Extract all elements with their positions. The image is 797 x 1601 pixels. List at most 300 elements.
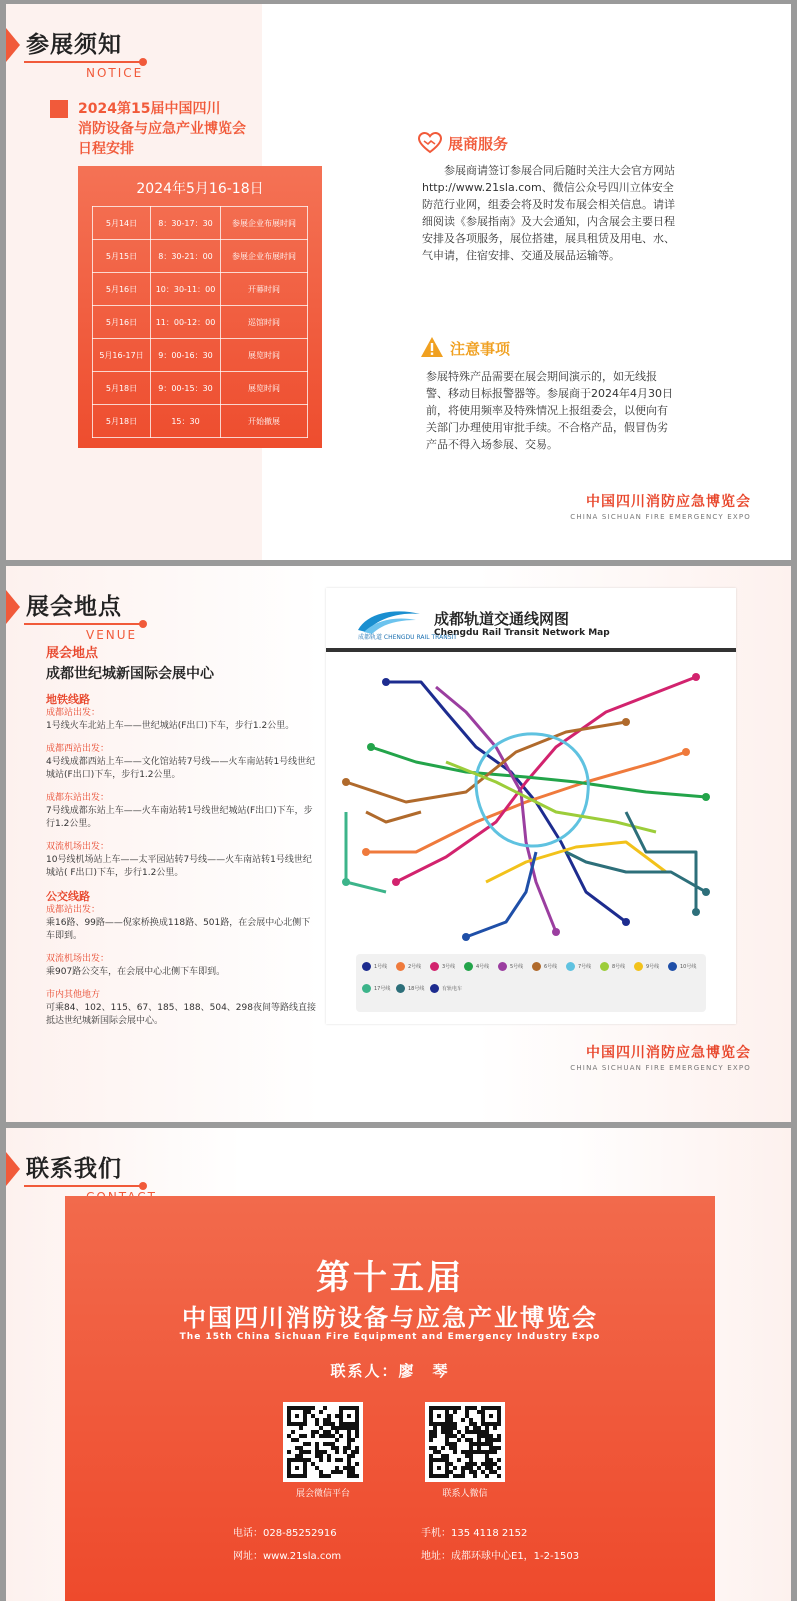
service-title: 展商服务 [448, 135, 509, 153]
metro-line [476, 734, 588, 846]
qr-module [453, 1434, 457, 1438]
qr-module [457, 1430, 461, 1434]
schedule-event-cell: 参展企业布展时间 [221, 207, 308, 240]
schedule-row [93, 273, 308, 306]
qr-module [453, 1410, 457, 1414]
qr-module [473, 1474, 477, 1478]
qr-module [307, 1410, 311, 1414]
qr-module [319, 1474, 323, 1478]
qr-module [477, 1466, 481, 1470]
qr-module [315, 1430, 319, 1434]
qr-module [323, 1474, 327, 1478]
schedule-row [93, 306, 308, 339]
qr-module [489, 1462, 493, 1466]
qr-module [323, 1418, 327, 1422]
section-subtitle: NOTICE [86, 66, 144, 80]
qr-module [477, 1430, 481, 1434]
qr-module [497, 1446, 501, 1450]
qr-module [319, 1426, 323, 1430]
qr-module [347, 1458, 351, 1462]
qr-module [481, 1442, 485, 1446]
qr-module [339, 1426, 343, 1430]
qr-module [287, 1434, 291, 1438]
legend-label: 8号线 [612, 964, 626, 970]
qr-module [315, 1418, 319, 1422]
qr-module [307, 1458, 311, 1462]
legend-item [396, 962, 421, 971]
qr-module [453, 1406, 457, 1410]
qr-module [331, 1426, 335, 1430]
qr-module [497, 1466, 501, 1470]
metro-network-diagram [326, 652, 736, 952]
qr-module [299, 1434, 303, 1438]
legend-item [396, 984, 424, 993]
qr-module [323, 1430, 327, 1434]
venue-info [46, 642, 316, 1028]
qr-module [429, 1438, 433, 1442]
route-origin: 成都西站出发： [46, 744, 110, 754]
qr-finder [437, 1414, 441, 1418]
qr-module [319, 1454, 323, 1458]
qr-finder [295, 1414, 299, 1418]
qr-module [339, 1458, 343, 1462]
qr-module [433, 1430, 437, 1434]
qr-module [465, 1450, 469, 1454]
qr-module [465, 1430, 469, 1434]
qr-module [485, 1458, 489, 1462]
schedule-event-cell: 展览时间 [221, 339, 308, 372]
qr-module [315, 1466, 319, 1470]
schedule-event-cell: 开始撤展 [221, 405, 308, 438]
legend-label: 5号线 [510, 964, 524, 970]
qr-module [331, 1470, 335, 1474]
schedule-title [78, 99, 246, 159]
schedule-title-line: 消防设备与应急产业博览会 [78, 121, 246, 137]
legend-item [430, 984, 462, 993]
heading-underline [24, 623, 142, 625]
venue-heading [6, 586, 176, 646]
legend-label: 18号线 [408, 986, 425, 992]
qr-module [331, 1434, 335, 1438]
metro-line [566, 852, 706, 892]
qr-module [489, 1446, 493, 1450]
legend-line-icon [396, 962, 405, 971]
qr-module [441, 1430, 445, 1434]
qr-module [449, 1446, 453, 1450]
brand-en: CHINA SICHUAN FIRE EMERGENCY EXPO [570, 513, 751, 521]
qr-module [307, 1406, 311, 1410]
qr-module [299, 1450, 303, 1454]
schedule-date-cell: 5月18日 [93, 372, 151, 405]
qr-module [311, 1406, 315, 1410]
qr-module [311, 1462, 315, 1466]
schedule-time-cell: 11：00-12：00 [151, 306, 221, 339]
contact-page [6, 1128, 791, 1601]
legend-label: 4号线 [476, 964, 490, 970]
route-origin: 市内其他地方 [46, 990, 101, 1000]
qr-module [473, 1406, 477, 1410]
contact-card [65, 1196, 715, 1601]
heading-dot [139, 620, 147, 628]
qr-module [351, 1470, 355, 1474]
qr-module [473, 1422, 477, 1426]
qr-module [465, 1414, 469, 1418]
bus-list [46, 904, 316, 1028]
map-header [326, 588, 736, 650]
qr-module [323, 1442, 327, 1446]
qr-module [319, 1458, 323, 1462]
terminal-station [622, 918, 630, 926]
qr-module [485, 1434, 489, 1438]
qr-module [497, 1438, 501, 1442]
qr-module [433, 1450, 437, 1454]
qr-module [327, 1458, 331, 1462]
route-origin: 成都站出发： [46, 708, 101, 718]
qr-module [355, 1434, 359, 1438]
terminal-station [462, 933, 470, 941]
qr-module [457, 1458, 461, 1462]
legend-label: 有轨电车 [442, 986, 463, 992]
qr-module [429, 1454, 433, 1458]
qr-module [347, 1454, 351, 1458]
route-description: 乘907路公交车，在会展中心北侧下车即到。 [46, 967, 226, 977]
qr-module [449, 1414, 453, 1418]
qr-module [469, 1450, 473, 1454]
qr-module [445, 1434, 449, 1438]
schedule-row [93, 240, 308, 273]
qr-module [335, 1466, 339, 1470]
qr-module [449, 1426, 453, 1430]
schedule-row [93, 339, 308, 372]
legend-line-icon [566, 962, 575, 971]
qr-module [477, 1434, 481, 1438]
qr-module [311, 1414, 315, 1418]
qr-module [485, 1442, 489, 1446]
qr-module [347, 1438, 351, 1442]
qr-module [461, 1434, 465, 1438]
schedule-date-cell: 5月16日 [93, 273, 151, 306]
qr-module [477, 1446, 481, 1450]
qr-module [469, 1430, 473, 1434]
qr-module [477, 1410, 481, 1414]
heading-arrow-icon [6, 590, 20, 624]
qr-module [347, 1434, 351, 1438]
qr-module [453, 1442, 457, 1446]
metro-line [366, 812, 421, 822]
contact-wechat-qr-code [425, 1402, 505, 1482]
legend-item [532, 962, 557, 971]
qr-module [327, 1418, 331, 1422]
heading-underline [24, 61, 142, 63]
heading-underline [24, 1185, 142, 1187]
qr-module [327, 1434, 331, 1438]
qr-module [291, 1438, 295, 1442]
qr-module [327, 1442, 331, 1446]
brand-footer [570, 1042, 751, 1072]
map-title: 成都轨道交通线网图 [434, 610, 570, 628]
brand-en: CHINA SICHUAN FIRE EMERGENCY EXPO [570, 1064, 751, 1072]
qr-module [469, 1438, 473, 1442]
qr-module [351, 1466, 355, 1470]
qr-module [473, 1462, 477, 1466]
qr-module [477, 1442, 481, 1446]
terminal-station [552, 928, 560, 936]
qr-module [489, 1466, 493, 1470]
contact-person: 联系人：廖 琴 [330, 1362, 450, 1380]
route-description: 1号线火车北站上车——世纪城站(F出口)下车，步行1.2公里。 [46, 721, 295, 731]
qr-module [331, 1422, 335, 1426]
legend-label: 10号线 [680, 964, 697, 970]
qr-module [315, 1450, 319, 1454]
heading-dot [139, 58, 147, 66]
schedule-date-cell: 5月18日 [93, 405, 151, 438]
section-title: 展会地点 [26, 594, 122, 620]
qr-module [299, 1426, 303, 1430]
route-description: 乘16路、99路——倪家桥换成118路、501路，在会展中心北侧下车即到。 [46, 918, 311, 941]
qr-module [433, 1434, 437, 1438]
qr-module [485, 1426, 489, 1430]
qr-module [493, 1426, 497, 1430]
schedule-time-cell: 9：00-15：30 [151, 372, 221, 405]
qr-module [335, 1458, 339, 1462]
qr-module [433, 1446, 437, 1450]
legend-label: 6号线 [544, 964, 558, 970]
expo-name: 中国四川消防设备与应急产业博览会 [182, 1304, 598, 1332]
qr-module [497, 1474, 501, 1478]
qr-module [469, 1458, 473, 1462]
qr-module [497, 1434, 501, 1438]
qr-module [493, 1462, 497, 1466]
legend-line-icon [464, 962, 473, 971]
qr-module [315, 1422, 319, 1426]
handshake-heart-icon [418, 132, 442, 154]
schedule-date-cell: 5月14日 [93, 207, 151, 240]
terminal-station [382, 678, 390, 686]
website-link[interactable]: 网址：www.21sla.com [233, 1551, 342, 1562]
qr-module [477, 1438, 481, 1442]
qr-module [433, 1426, 437, 1430]
qr-module [485, 1462, 489, 1466]
qr-module [355, 1450, 359, 1454]
heading-dot [139, 1182, 147, 1190]
terminal-station [622, 718, 630, 726]
qr-module [351, 1426, 355, 1430]
brand-footer [570, 491, 751, 521]
legend-label: 9号线 [646, 964, 660, 970]
terminal-station [392, 878, 400, 886]
qr-module [287, 1450, 291, 1454]
qr-module [473, 1470, 477, 1474]
qr-module [461, 1450, 465, 1454]
route-description: 10号线机场站上车——太平园站转7号线——火车南站转1号线世纪城站( F出口)下车，步行1.2公里。 [46, 855, 312, 878]
qr-module [477, 1450, 481, 1454]
qr-module [429, 1434, 433, 1438]
qr-module [453, 1474, 457, 1478]
edition-title: 第十五届 [316, 1258, 464, 1298]
metro-map [326, 588, 736, 1024]
heading-arrow-icon [6, 1152, 20, 1186]
qr-module [441, 1454, 445, 1458]
schedule-event-cell: 开幕时间 [221, 273, 308, 306]
terminal-station [692, 908, 700, 916]
qr-module [291, 1430, 295, 1434]
qr-module [335, 1414, 339, 1418]
legend-label: 7号线 [578, 964, 592, 970]
qr-module [461, 1418, 465, 1422]
qr-module [335, 1430, 339, 1434]
metro-heading: 地铁线路 [46, 693, 90, 706]
schedule-bullet-icon [50, 100, 68, 118]
qr-module [465, 1454, 469, 1458]
qr-module [339, 1434, 343, 1438]
qr-module [473, 1426, 477, 1430]
metro-line [386, 682, 626, 922]
terminal-station [367, 743, 375, 751]
qr-module [331, 1446, 335, 1450]
qr-module [465, 1438, 469, 1442]
qr-module [469, 1418, 473, 1422]
qr-module [335, 1438, 339, 1442]
qr-module [299, 1446, 303, 1450]
qr-module [315, 1454, 319, 1458]
notice-page [6, 4, 791, 560]
venue-name: 成都世纪城新国际会展中心 [46, 666, 214, 682]
schedule-date-cell: 5月15日 [93, 240, 151, 273]
qr-module [465, 1426, 469, 1430]
qr-module [449, 1418, 453, 1422]
brand-cn: 中国四川消防应急博览会 [586, 494, 751, 510]
qr-module [327, 1422, 331, 1426]
schedule-title-line: 2024第15届中国四川 [78, 101, 221, 117]
qr-module [445, 1430, 449, 1434]
qr-module [469, 1446, 473, 1450]
qr-module [449, 1434, 453, 1438]
terminal-station [692, 673, 700, 681]
legend-line-icon [396, 984, 405, 993]
qr-module [347, 1430, 351, 1434]
qr-module [473, 1442, 477, 1446]
qr-module [461, 1474, 465, 1478]
qr-module [473, 1450, 477, 1454]
qr-module [497, 1458, 501, 1462]
schedule-table [92, 206, 308, 438]
metro-list [46, 707, 316, 880]
qr-module [473, 1430, 477, 1434]
qr-module [327, 1454, 331, 1458]
qr-module [465, 1466, 469, 1470]
qr2-label: 联系人微信 [442, 1489, 488, 1499]
section-title: 联系我们 [26, 1156, 122, 1182]
terminal-station [702, 793, 710, 801]
qr-module [335, 1446, 339, 1450]
qr-module [307, 1442, 311, 1446]
qr-module [347, 1462, 351, 1466]
map-logo-text: 成都轨道 CHENGDU RAIL TRANSIT [358, 634, 457, 641]
qr-module [295, 1438, 299, 1442]
legend-item [498, 962, 523, 971]
notice-heading [6, 24, 176, 84]
qr-module [355, 1430, 359, 1434]
qr-module [303, 1442, 307, 1446]
qr-module [489, 1434, 493, 1438]
qr-module [489, 1458, 493, 1462]
legend-line-icon [362, 962, 371, 971]
qr-module [307, 1450, 311, 1454]
map-title-en: Chengdu Rail Transit Network Map [434, 628, 610, 638]
qr-module [343, 1466, 347, 1470]
qr-module [465, 1462, 469, 1466]
qr-module [449, 1422, 453, 1426]
bus-heading: 公交线路 [46, 890, 90, 903]
qr-module [351, 1474, 355, 1478]
qr-module [347, 1466, 351, 1470]
qr-module [351, 1438, 355, 1442]
schedule-event-cell: 展览时间 [221, 372, 308, 405]
legend-label: 2号线 [408, 964, 422, 970]
qr-module [441, 1426, 445, 1430]
qr-module [485, 1474, 489, 1478]
schedule-time-cell: 15：30 [151, 405, 221, 438]
qr-module [347, 1474, 351, 1478]
qr-module [469, 1422, 473, 1426]
phone: 电话：028-85252916 [233, 1528, 337, 1539]
schedule-time-cell: 10：30-11：00 [151, 273, 221, 306]
qr-module [295, 1454, 299, 1458]
schedule-date-cell: 5月16-17日 [93, 339, 151, 372]
qr-module [453, 1422, 457, 1426]
legend-line-icon [362, 984, 371, 993]
legend-item [464, 962, 489, 971]
legend-line-icon [430, 962, 439, 971]
qr-module [461, 1470, 465, 1474]
qr-module [327, 1474, 331, 1478]
section-subtitle: VENUE [86, 628, 138, 642]
qr-module [355, 1426, 359, 1430]
qr-module [347, 1446, 351, 1450]
qr-module [493, 1450, 497, 1454]
schedule-time-cell: 8：30-21：00 [151, 240, 221, 273]
warning-title: 注意事项 [450, 340, 511, 358]
qr-module [343, 1426, 347, 1430]
terminal-station [342, 778, 350, 786]
venue-page [6, 566, 791, 1122]
qr-module [469, 1466, 473, 1470]
qr-module [469, 1470, 473, 1474]
qr-module [319, 1434, 323, 1438]
qr-module [469, 1442, 473, 1446]
schedule-date: 2024年5月16-18日 [136, 181, 264, 197]
qr-module [323, 1434, 327, 1438]
qr-module [493, 1438, 497, 1442]
qr-module [355, 1474, 359, 1478]
qr-module [319, 1470, 323, 1474]
schedule-date-cell: 5月16日 [93, 306, 151, 339]
brand-cn: 中国四川消防应急博览会 [586, 1045, 751, 1061]
terminal-station [702, 888, 710, 896]
schedule-row [93, 372, 308, 405]
expo-wechat-qr-code [283, 1402, 363, 1482]
venue-label: 展会地点 [46, 646, 99, 661]
qr-module [429, 1446, 433, 1450]
qr-module [437, 1450, 441, 1454]
metro-line [486, 842, 666, 882]
qr-module [457, 1438, 461, 1442]
qr-module [343, 1446, 347, 1450]
qr-finder [347, 1414, 351, 1418]
qr-module [449, 1462, 453, 1466]
legend-item [362, 984, 390, 993]
qr-module [457, 1474, 461, 1478]
